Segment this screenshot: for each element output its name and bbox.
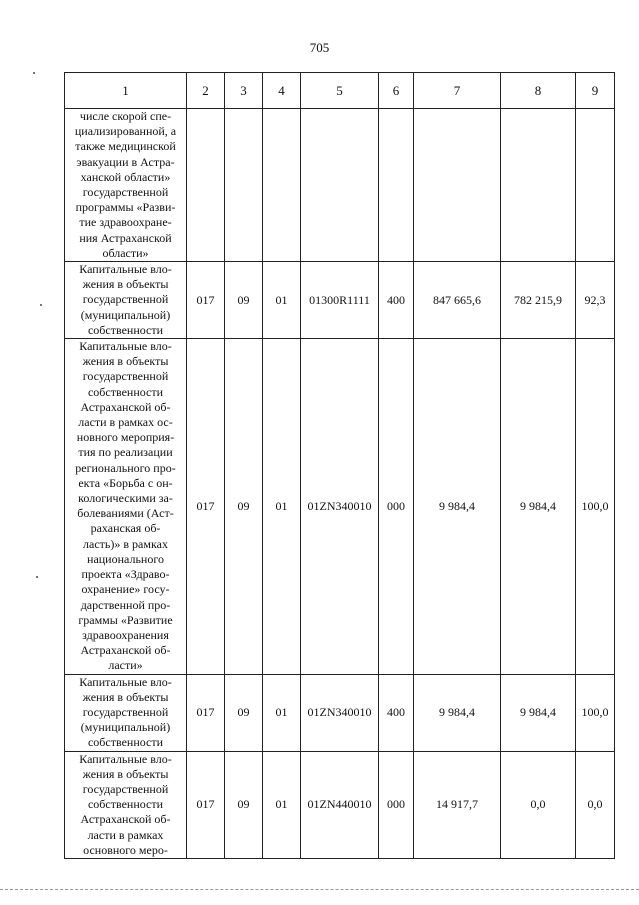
cell-amount-approved: 14 917,7 (414, 751, 501, 858)
header-cell-3: 3 (225, 73, 263, 109)
cell-expense-type: 400 (379, 262, 414, 339)
cell-target-article: 01300R1111 (301, 262, 379, 339)
cell-amount-executed (501, 109, 576, 262)
row-description: Капитальные вло- жения в объекты государственной (муниципальной) собственности (65, 674, 187, 751)
cell-section (225, 109, 263, 262)
cell-admin-code: 017 (187, 339, 225, 674)
cell-expense-type: 000 (379, 751, 414, 858)
cell-admin-code (187, 109, 225, 262)
page-number: 705 (309, 40, 330, 55)
cell-admin-code: 017 (187, 751, 225, 858)
table-row (65, 674, 615, 751)
cell-percent: 100,0 (576, 674, 615, 751)
cell-subsection: 01 (263, 339, 301, 674)
cell-section: 09 (225, 339, 263, 674)
cell-target-article: 01ZN440010 (301, 751, 379, 858)
table-row (65, 109, 615, 262)
cell-amount-approved (414, 109, 501, 262)
header-cell-4: 4 (263, 73, 301, 109)
cell-subsection: 01 (263, 262, 301, 339)
cell-amount-approved: 9 984,4 (414, 674, 501, 751)
cell-target-article: 01ZN340010 (301, 339, 379, 674)
cell-amount-executed: 782 215,9 (501, 262, 576, 339)
cell-percent: 0,0 (576, 751, 615, 858)
cell-amount-approved: 847 665,6 (414, 262, 501, 339)
cell-amount-approved: 9 984,4 (414, 339, 501, 674)
cell-section: 09 (225, 674, 263, 751)
cell-admin-code: 017 (187, 674, 225, 751)
cell-subsection: 01 (263, 751, 301, 858)
row-description: Капитальные вло- жения в объекты государственной собственности Астраханской об- ласти в рамках ос- новного мероприя- тия по реализации регионального про- екта «Борьба с он- кологическими за- болеваниями (Аст- раханская об- ласть)» в рамках национального проекта «Здраво- охранение» госу- дарственной про- граммы «Развитие здравоохранения Астраханской об- ласти» (65, 339, 187, 674)
cell-amount-executed: 9 984,4 (501, 339, 576, 674)
cell-target-article: 01ZN340010 (301, 674, 379, 751)
cell-subsection: 01 (263, 674, 301, 751)
scan-speck (40, 304, 42, 306)
cell-subsection (263, 109, 301, 262)
cell-section: 09 (225, 751, 263, 858)
cell-target-article (301, 109, 379, 262)
table-row (65, 339, 615, 674)
row-description: числе скорой спе- циализированной, а также медицинской эвакуации в Астра- ханской области» государственной программы «Разви- тие здравоохране- ния Астраханской области» (65, 109, 187, 262)
scan-speck (36, 576, 38, 578)
cell-expense-type: 400 (379, 674, 414, 751)
cell-section: 09 (225, 262, 263, 339)
cell-admin-code: 017 (187, 262, 225, 339)
scan-speck (33, 72, 35, 74)
header-cell-5: 5 (301, 73, 379, 109)
cell-percent: 100,0 (576, 339, 615, 674)
cell-expense-type (379, 109, 414, 262)
scan-bottom-line (0, 889, 639, 890)
row-description: Капитальные вло- жения в объекты государственной собственности Астраханской об- ласти в рамках основного меро- (65, 751, 187, 858)
cell-percent: 92,3 (576, 262, 615, 339)
table-row (65, 262, 615, 339)
header-cell-9: 9 (576, 73, 615, 109)
header-cell-6: 6 (379, 73, 414, 109)
cell-expense-type: 000 (379, 339, 414, 674)
cell-amount-executed: 0,0 (501, 751, 576, 858)
header-cell-1: 1 (65, 73, 187, 109)
header-cell-8: 8 (501, 73, 576, 109)
row-description: Капитальные вло- жения в объекты государственной (муниципальной) собственности (65, 262, 187, 339)
cell-percent (576, 109, 615, 262)
header-row (65, 73, 615, 109)
cell-amount-executed: 9 984,4 (501, 674, 576, 751)
table-row (65, 751, 615, 858)
budget-table (64, 72, 615, 859)
header-cell-7: 7 (414, 73, 501, 109)
header-cell-2: 2 (187, 73, 225, 109)
